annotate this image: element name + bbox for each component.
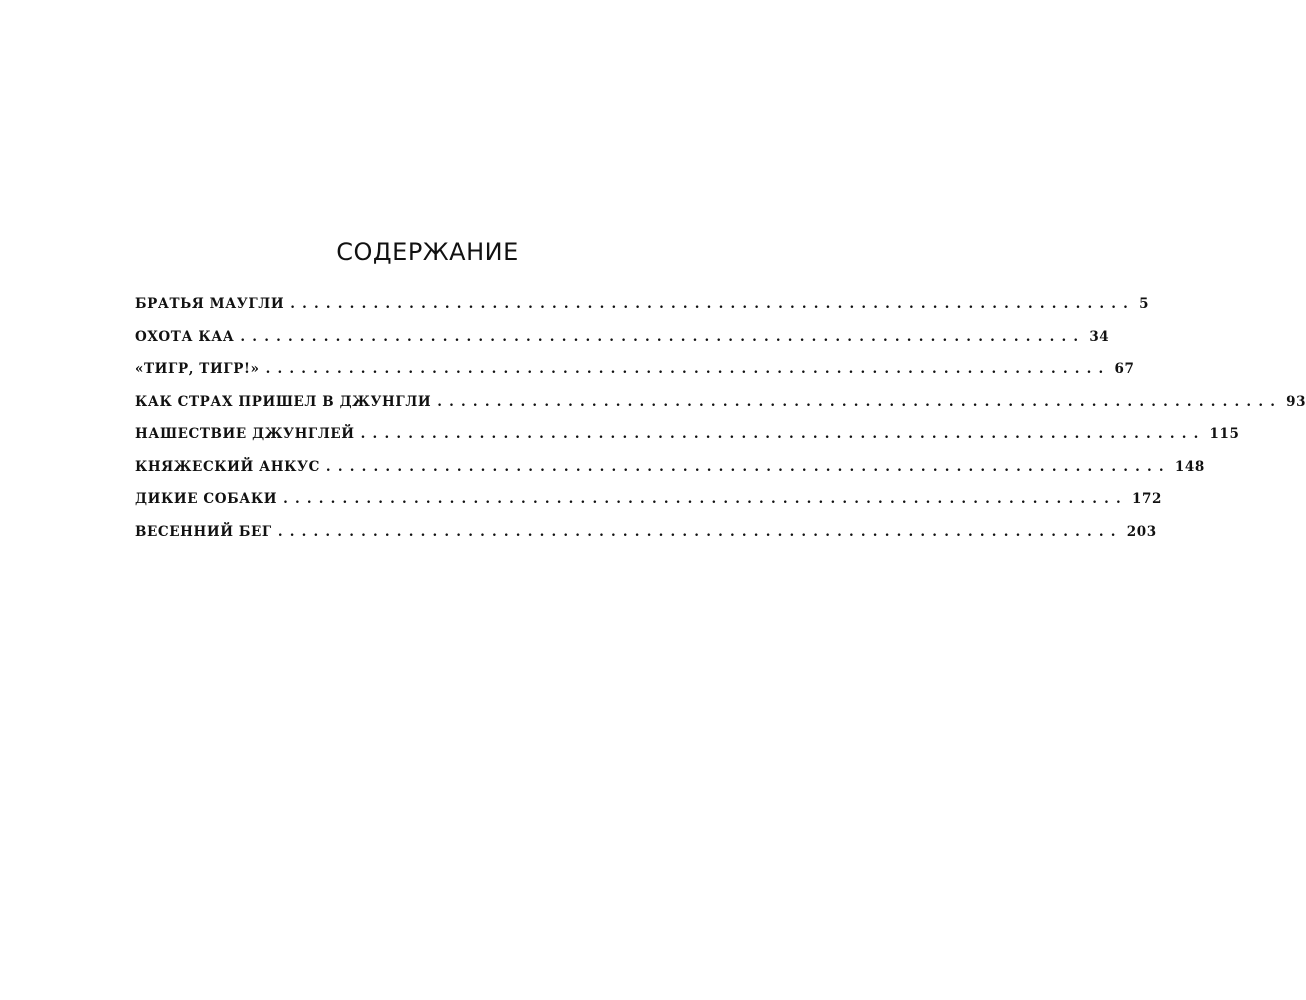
toc-entry-title: БРАТЬЯ МАУГЛИ [135,296,285,312]
toc-entry-title: «ТИГР, ТИГР!» [135,361,260,377]
toc-page-number: 203 [1126,523,1157,540]
toc-list [135,296,1306,556]
toc-entry [135,393,1306,427]
dot-leader: ....................................................................... [325,458,1171,475]
dot-leader: ....................................................................... [360,426,1206,442]
toc-entry [135,523,1157,557]
toc-page-number: 148 [1174,458,1205,475]
toc-title: СОДЕРЖАНИЕ [336,238,519,266]
toc-entry-title: ВЕСЕННИЙ БЕГ [135,523,272,540]
toc-page-number: 115 [1209,426,1240,442]
toc-entry-title: ОХОТА КАА [135,328,235,345]
toc-entry-title: КАК СТРАХ ПРИШЕЛ В ДЖУНГЛИ [135,393,432,410]
toc-entry-title: КНЯЖЕСКИЙ АНКУС [135,458,320,475]
dot-leader: ....................................................................... [277,523,1123,540]
dot-leader: ....................................................................... [265,361,1111,377]
dot-leader: ....................................................................... [290,296,1136,312]
toc-page-number: 67 [1114,361,1135,377]
dot-leader: ....................................................................... [437,393,1283,410]
toc-entry [135,426,1240,459]
toc-entry-title: ДИКИЕ СОБАКИ [135,491,278,507]
toc-entry [135,361,1135,394]
toc-page-number: 5 [1139,296,1150,312]
dot-leader: ....................................................................... [240,328,1086,345]
toc-page-number: 93 [1286,393,1306,410]
toc-entry [135,328,1110,362]
toc-entry [135,491,1162,524]
toc-entry [135,296,1150,329]
toc-entry-title: НАШЕСТВИЕ ДЖУНГЛЕЙ [135,426,355,442]
toc-entry [135,458,1205,492]
toc-page-number: 172 [1131,491,1162,507]
toc-page-number: 34 [1089,328,1110,345]
dot-leader: ....................................................................... [283,491,1128,507]
